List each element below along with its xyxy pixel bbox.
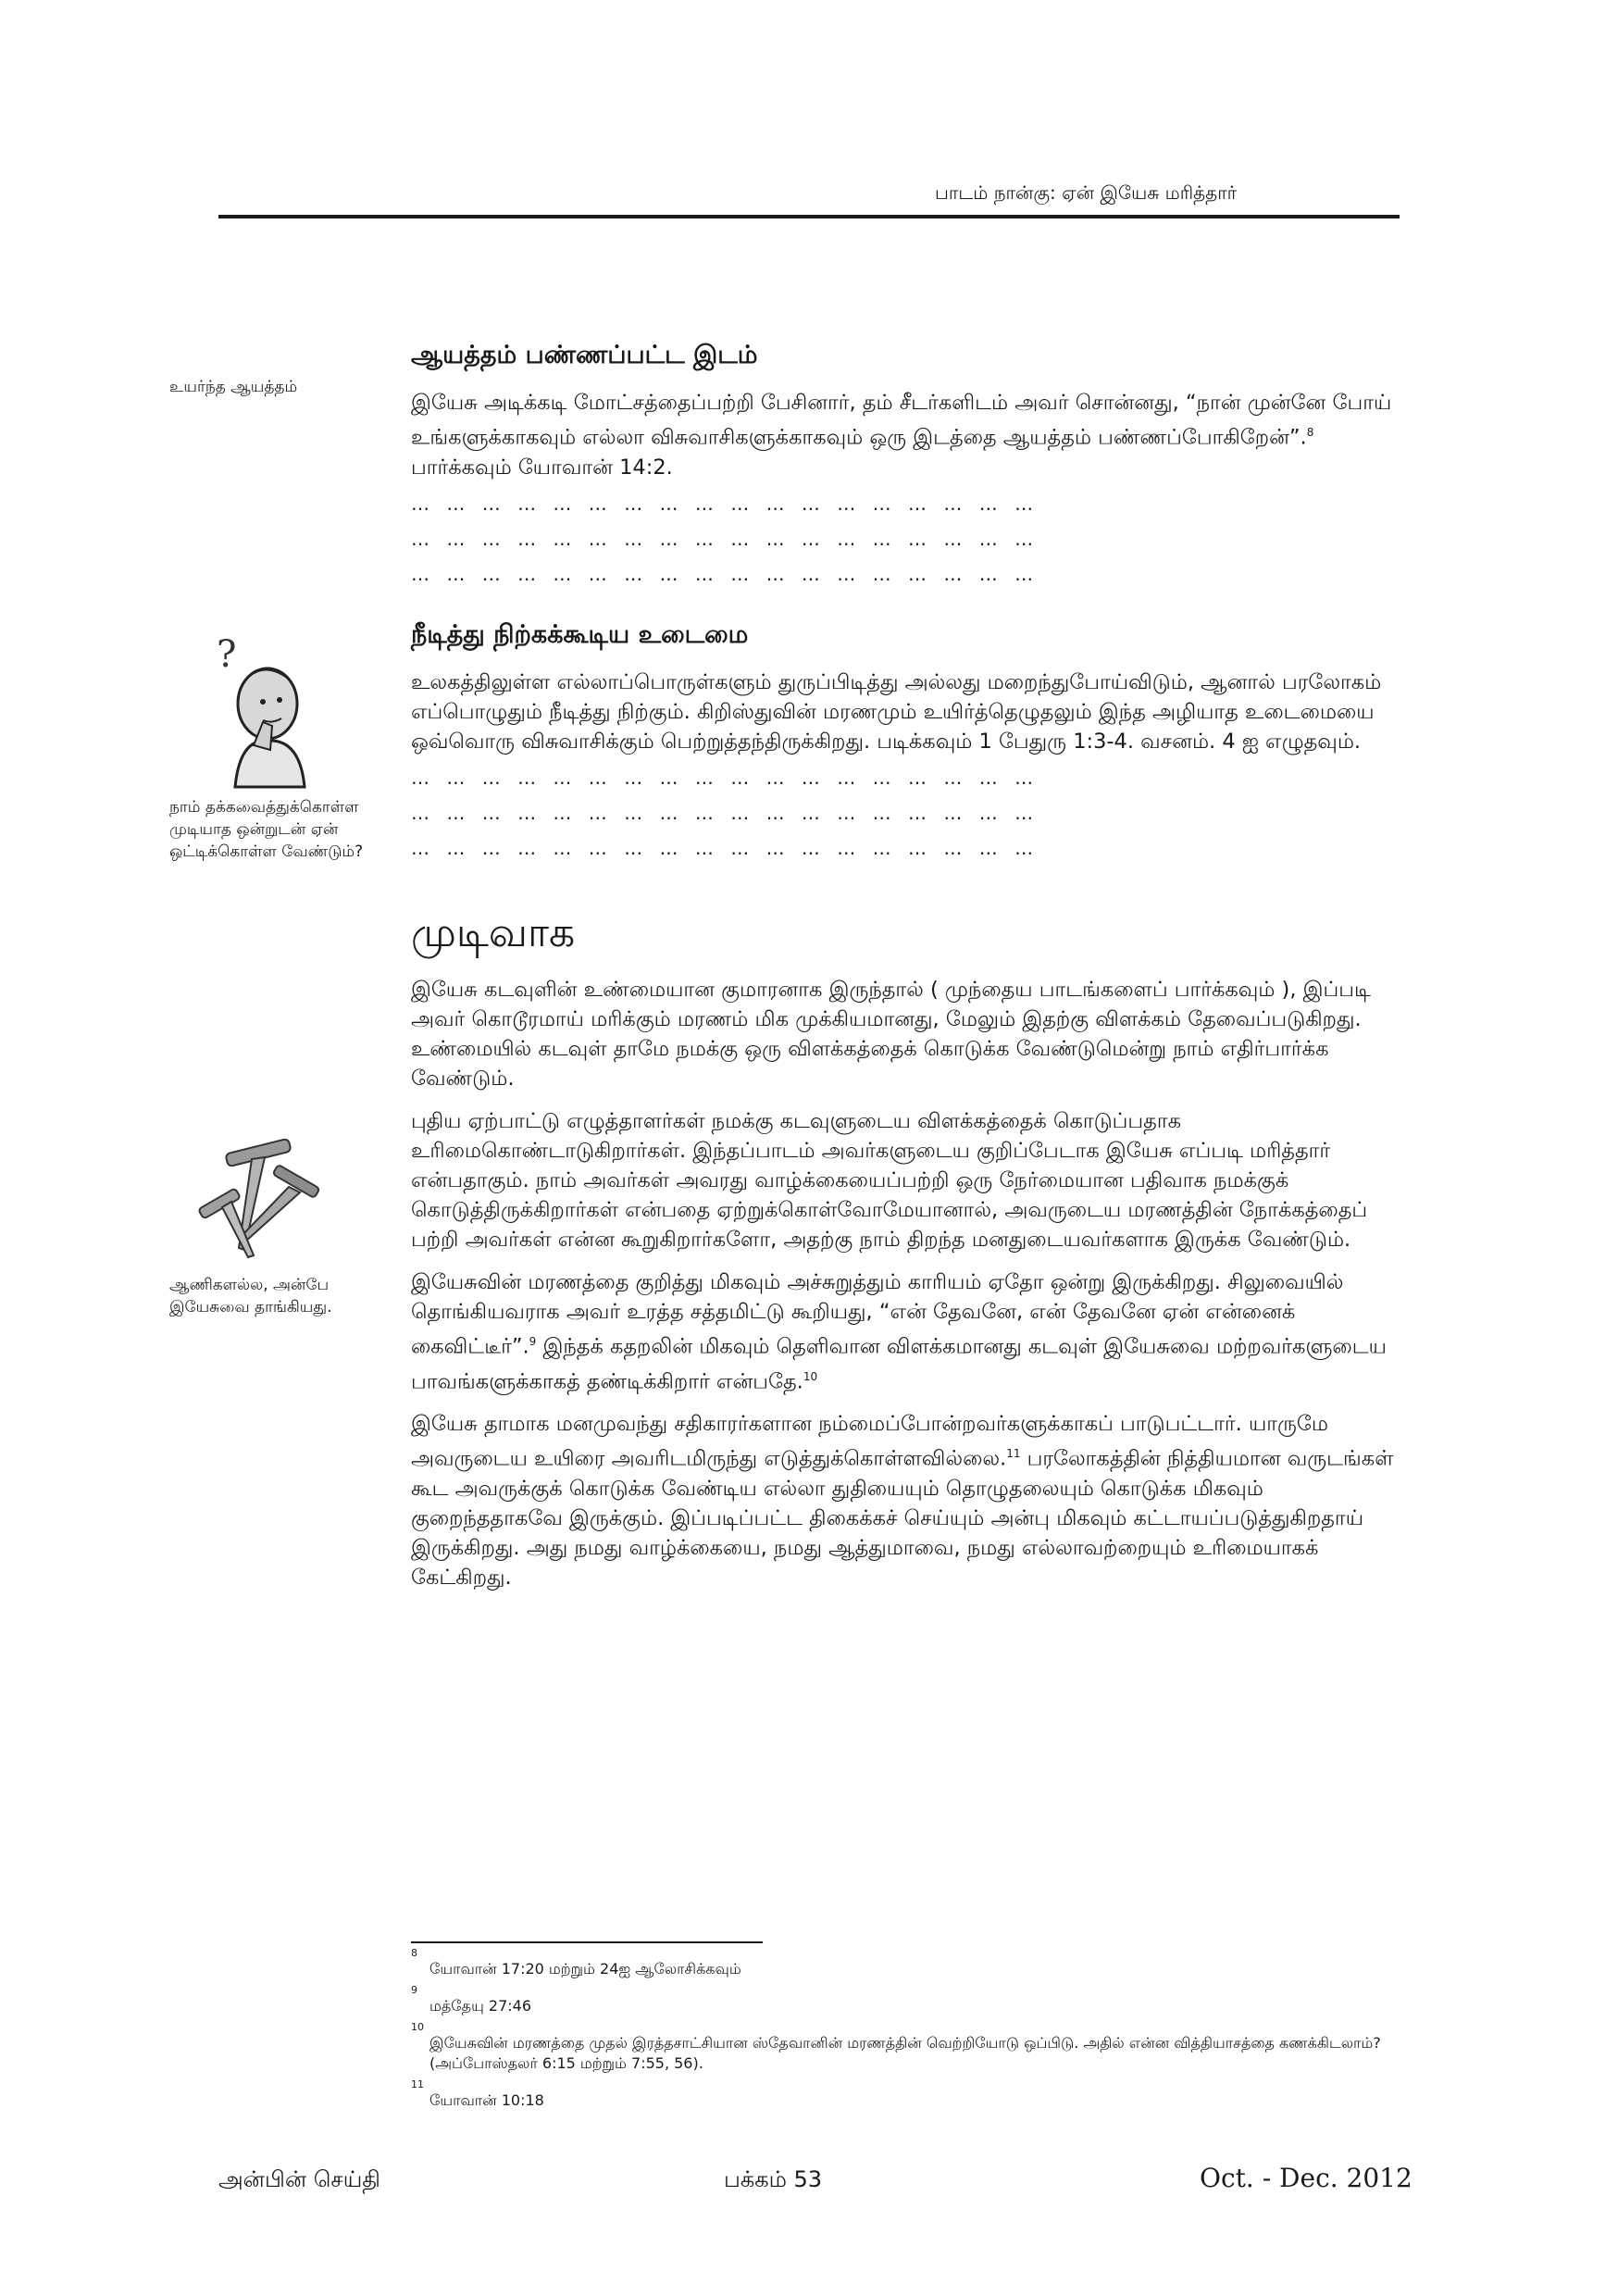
footnote-ref-11[interactable]: 11	[1006, 1447, 1021, 1460]
paragraph-place: இயேசு அடிக்கடி மோட்சத்தைப்பற்றி பேசினார், தம் சீடர்களிடம் அவர் சொன்னது, “நான் முன்னே போய் உங்களுக்காகவும் எல்லா விசுவாசிகளுக்காகவும் ஒரு இடத்தை ஆயத்தம் பண்ணப்போகிறேன்”.$^8$ பார்க்கவும் யோவான் 14:2.	[411, 391, 1392, 480]
footnote-11: 11 யோவான் 10:18	[411, 2078, 544, 2109]
paragraph-conclusion-1: இயேசு கடவுளின் உண்மையான குமாரனாக இருந்தால் ( முந்தைய பாடங்களைப் பார்க்கவும் ), இப்படி அவர் கொடூரமாய் மரிக்கும் மரணம் மிக முக்கியமானது, மேலும் இதற்கு விளக்கம் தேவைப்படுகிறது. உண்மையில் கடவுள் தாமே நமக்கு ஒரு விளக்கத்தைக் கொடுக்க வேண்டுமென்று நாம் எதிர்பார்க்க வேண்டும்.	[411, 978, 1371, 1091]
paragraph-inheritance: உலகத்திலுள்ள எல்லாப்பொருள்களும் துருப்பிடித்து அல்லது மறைந்துபோய்விடும், ஆனால் பரலோகம் எப்பொழுதும் நீடித்து நிற்கும். கிறிஸ்துவின் மரணமும் உயிர்த்தெழுதலும் இந்த அழியாத உடைமையை ஒவ்வொரு விசுவாசிக்கும் பெற்றுத்தந்திருக்கிறது. படிக்கவும் 1 பேதுரு 1:3-4. வசனம். 4 ஐ எழுதவும்.	[411, 670, 1382, 754]
footer-date: Oct. - Dec. 2012	[1200, 2163, 1413, 2193]
footnote-ref-9[interactable]: 9	[529, 1335, 537, 1348]
section-place	[411, 341, 1401, 592]
answer-lines-inheritance[interactable]	[411, 760, 1401, 866]
answer-lines-place[interactable]	[411, 486, 1401, 592]
answer-line[interactable]: … … … … … … … … … … … … … … … … … …	[411, 562, 1039, 585]
footnote-8: 8 யோவான் 17:20 மற்றும் 24ஐ ஆலோசிக்கவும்	[411, 1947, 741, 1978]
heading-place: ஆயத்தம் பண்ணப்பட்ட இடம்	[411, 341, 758, 369]
paragraph-conclusion-3: இயேசுவின் மரணத்தை குறித்து மிகவும் அச்சுறுத்தும் காரியம் ஏதோ ஒன்று இருக்கிறது. சிலுவையில் தொங்கியவராக அவர் உரத்த சத்தமிட்டு கூறியது, “என் தேவனே, என் தேவனே ஏன் என்னைக் கைவிட்டீர்”.$^9$ இந்தக் கதறலின் மிகவும் தெளிவான விளக்கமானது கடவுள் இயேசுவை மற்றவர்களுடைய பாவங்களுக்காகத் தண்டிக்கிறார் என்பதே.$^{10}$	[411, 1270, 1387, 1393]
nails-icon	[189, 1139, 337, 1268]
margin-note-inheritance: நாம் தக்கவைத்துக்கொள்ள முடியாத ஒன்றுடன் ஏன் ஒட்டிக்கொள்ள வேண்டும்?	[169, 798, 364, 861]
running-title: பாடம் நான்கு: ஏன் இயேசு மரித்தார்	[935, 181, 1238, 204]
answer-line[interactable]: … … … … … … … … … … … … … … … … … …	[411, 802, 1039, 824]
svg-text:?: ?	[217, 633, 237, 676]
heading-inheritance: நீடித்து நிற்கக்கூடிய உடைமை	[411, 620, 749, 649]
conclusion-title: முடிவாக	[411, 909, 576, 956]
footer-page-number: பக்கம் 53	[724, 2166, 823, 2192]
section-conclusion	[411, 909, 1401, 1592]
footnote-9: 9 மத்தேயு 27:46	[411, 1984, 531, 2015]
answer-line[interactable]: … … … … … … … … … … … … … … … … … …	[411, 767, 1039, 789]
footnote-10: 10 இயேசுவின் மரணத்தை முதல் இரத்தசாட்சியான ஸ்தேவானின் மரணத்தின் வெற்றியோடு ஒப்பிடு. அதில் என்ன வித்தியாசத்தை கணக்கிடலாம்? (அப்போஸ்தலர் 6:15 மற்றும் 7:55, 56).	[411, 2021, 1381, 2072]
paragraph-conclusion-2: புதிய ஏற்பாட்டு எழுத்தாளர்கள் நமக்கு கடவுளுடைய விளக்கத்தைக் கொடுப்பதாக உரிமைகொண்டாடுகிறார்கள். இந்தப்பாடம் அவர்களுடைய குறிப்பேடாக இயேசு எப்படி மரித்தார் என்பதாகும். நாம் அவர்கள் அவரது வாழ்க்கையைப்பற்றி ஒரு நேர்மையான பதிவாக நமக்குக் கொடுத்திருக்கிறார்கள் என்பதை ஏற்றுக்கொள்வோமேயானால், அவருடைய மரணத்தின் நோக்கத்தைப் பற்றி அவர்கள் என்ன கூறுகிறார்களோ, அதற்கு நாம் திறந்த மனதுடையவர்களாக இருக்க வேண்டும்.	[411, 1109, 1368, 1252]
footnote-rule	[411, 1941, 763, 1943]
section-inheritance	[411, 620, 1401, 866]
margin-note-place: உயர்ந்த ஆயத்தம்	[169, 378, 298, 396]
footnote-ref-8[interactable]: 8	[1306, 426, 1314, 439]
thinking-man-icon	[198, 630, 328, 796]
header-rule	[218, 215, 1400, 218]
margin-note-conclusion: ஆணிகளல்ல, அன்பே இயேசுவை தாங்கியது.	[169, 1276, 332, 1316]
footnotes	[411, 1948, 1401, 2111]
answer-line[interactable]: … … … … … … … … … … … … … … … … … …	[411, 527, 1039, 550]
footer-publication: அன்பின் செய்தி	[218, 2166, 380, 2192]
answer-line[interactable]: … … … … … … … … … … … … … … … … … …	[411, 492, 1039, 515]
footnote-ref-10[interactable]: 10	[803, 1369, 818, 1383]
paragraph-conclusion-4: இயேசு தாமாக மனமுவந்து சதிகாரர்களான நம்மைப்போன்றவர்களுக்காகப் பாடுபட்டார். யாருமே அவருடைய உயிரை அவரிடமிருந்து எடுத்துக்கொள்ளவில்லை.$^{11}$ பரலோகத்தின் நித்தியமான வருடங்கள் கூட அவருக்குக் கொடுக்க வேண்டிய எல்லா துதியையும் தொழுதலையும் கொடுக்க மிகவும் குறைந்ததாகவே இருக்கும். இப்படிப்பட்ட திகைக்கச் செய்யும் அன்பு மிகவும் கட்டாயப்படுத்துகிறதாய் இருக்கிறது. அது நமது வாழ்க்கையை, நமது ஆத்துமாவை, நமது எல்லாவற்றையும் உரிமையாகக் கேட்கிறது.	[411, 1412, 1394, 1590]
answer-line[interactable]: … … … … … … … … … … … … … … … … … …	[411, 837, 1039, 859]
